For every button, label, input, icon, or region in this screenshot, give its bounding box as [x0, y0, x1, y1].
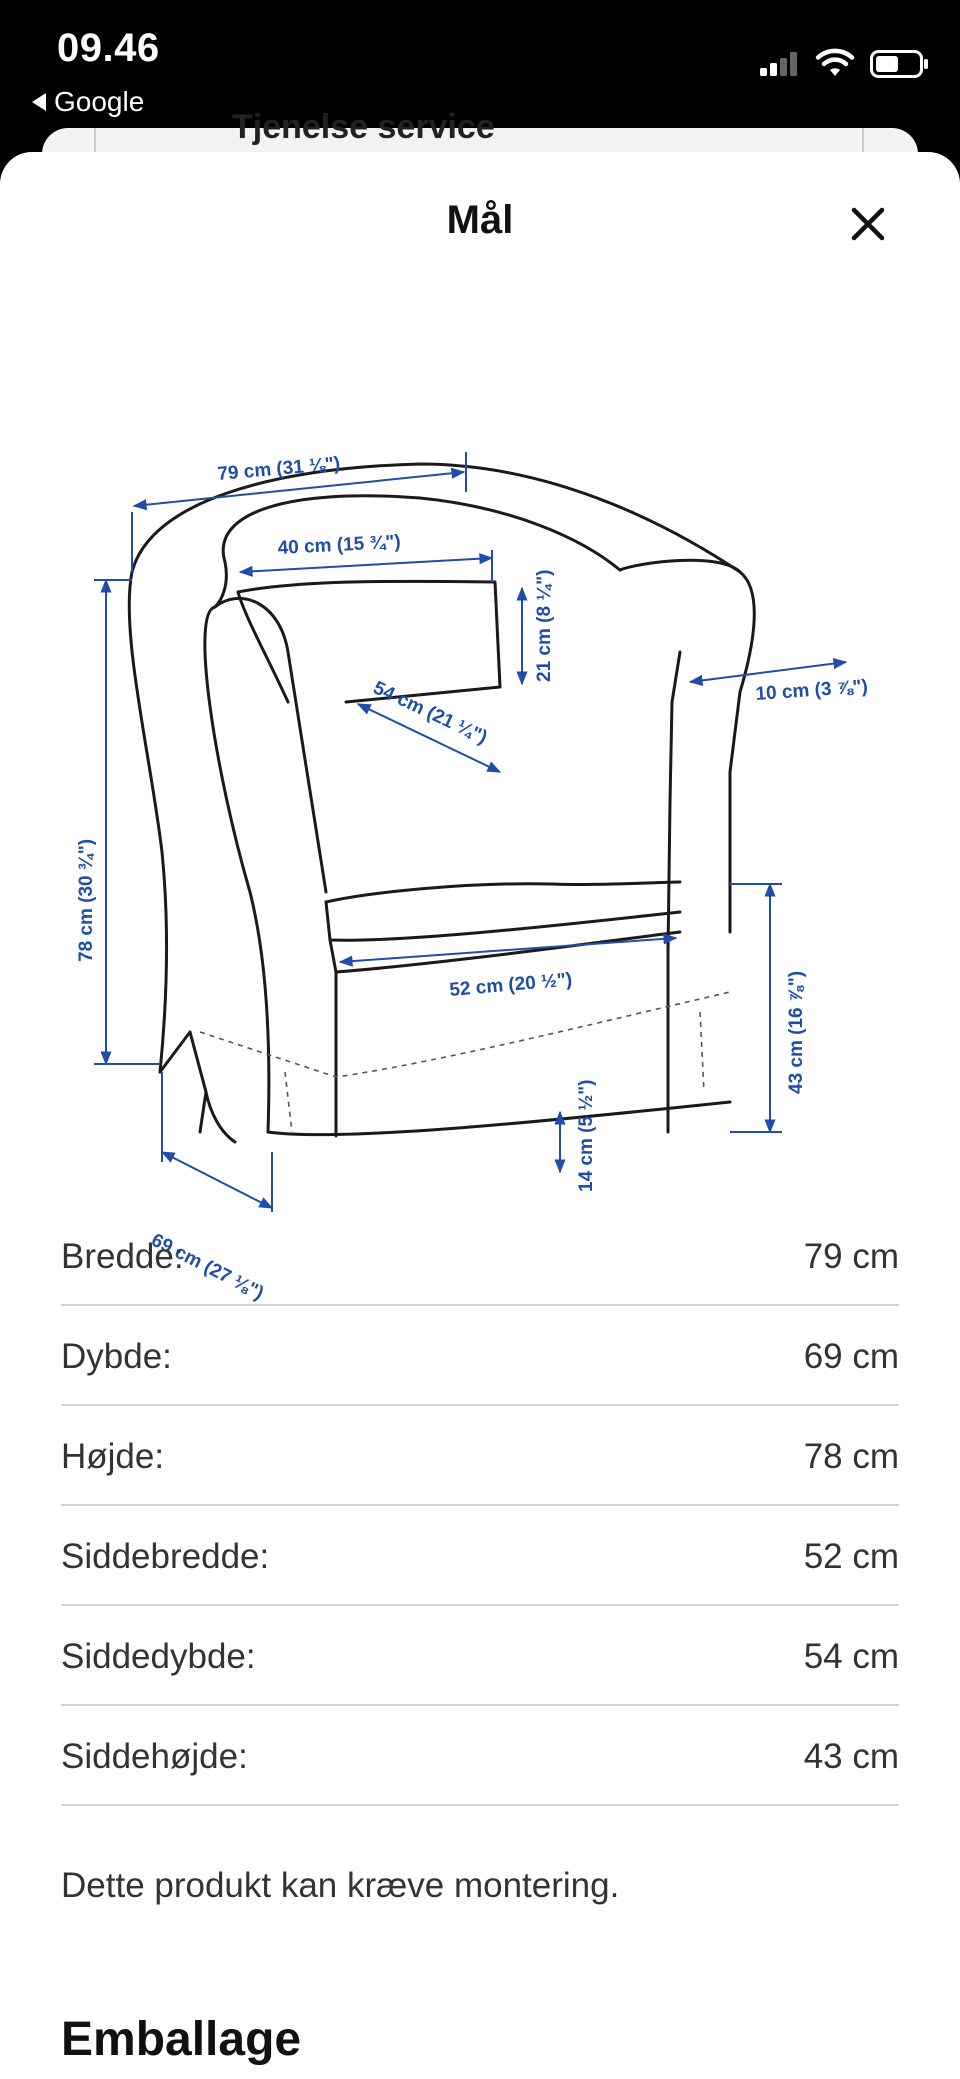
dimension-label: Bredde:: [61, 1237, 184, 1276]
dimension-label-inner-width: 40 cm (15 ¾"): [277, 531, 402, 559]
dimension-label: Siddedybde:: [61, 1637, 256, 1676]
dimension-list: [61, 1206, 899, 1806]
dimension-value: 79 cm: [803, 1237, 899, 1276]
armchair-dimension-drawing: [40, 372, 920, 1352]
dimension-row: [61, 1306, 899, 1406]
packaging-heading: Emballage: [61, 2013, 302, 2066]
dimension-value: 69 cm: [803, 1337, 899, 1376]
dimension-label-width: 79 cm (31 ⅛"): [216, 453, 342, 485]
dimension-label-cushion-height: 21 cm (8 ¼"): [534, 569, 555, 682]
assembly-note: Dette produkt kan kræve montering.: [61, 1866, 620, 1905]
dimension-value: 78 cm: [803, 1437, 899, 1476]
dimension-label-seat-depth: 54 cm (21 ¼"): [369, 677, 491, 749]
dimension-label-skirt-clearance: 14 cm (5 ½"): [576, 1079, 597, 1192]
dimension-row: [61, 1406, 899, 1506]
dimension-label-seat-height: 43 cm (16 ⅞"): [786, 970, 807, 1094]
dimension-label: Siddebredde:: [61, 1537, 270, 1576]
cellular-signal-icon: [760, 52, 800, 76]
back-app-label: Google: [54, 86, 145, 117]
back-arrow-icon: [32, 93, 46, 111]
dimensions-sheet: [0, 152, 960, 2079]
dimension-label: Dybde:: [61, 1337, 172, 1376]
dimension-value: 52 cm: [803, 1537, 899, 1576]
dimension-row: [61, 1206, 899, 1306]
dimension-label-arm-width: 10 cm (3 ⅞"): [754, 676, 869, 705]
back-to-app-link[interactable]: [32, 86, 144, 118]
dimension-label-depth: 69 cm (27 ⅛"): [147, 1229, 267, 1305]
dimension-label-seat-width: 52 cm (20 ½"): [448, 969, 574, 1001]
close-icon[interactable]: [844, 200, 892, 248]
dimension-label: Højde:: [61, 1437, 165, 1476]
dimension-row: [61, 1706, 899, 1806]
background-page-heading: Tjenelse service: [232, 108, 495, 146]
dimension-value: 54 cm: [803, 1637, 899, 1676]
dimension-row: [61, 1506, 899, 1606]
status-time: 09.46: [57, 26, 160, 70]
dimension-value: 43 cm: [803, 1737, 899, 1776]
status-icons: [760, 50, 930, 78]
dimension-label: Siddehøjde:: [61, 1737, 248, 1776]
wifi-icon: [816, 50, 854, 78]
dimension-row: [61, 1606, 899, 1706]
dimension-label-height: 78 cm (30 ¾"): [76, 838, 97, 962]
battery-icon: [870, 50, 930, 78]
sheet-title: Mål: [446, 198, 514, 242]
